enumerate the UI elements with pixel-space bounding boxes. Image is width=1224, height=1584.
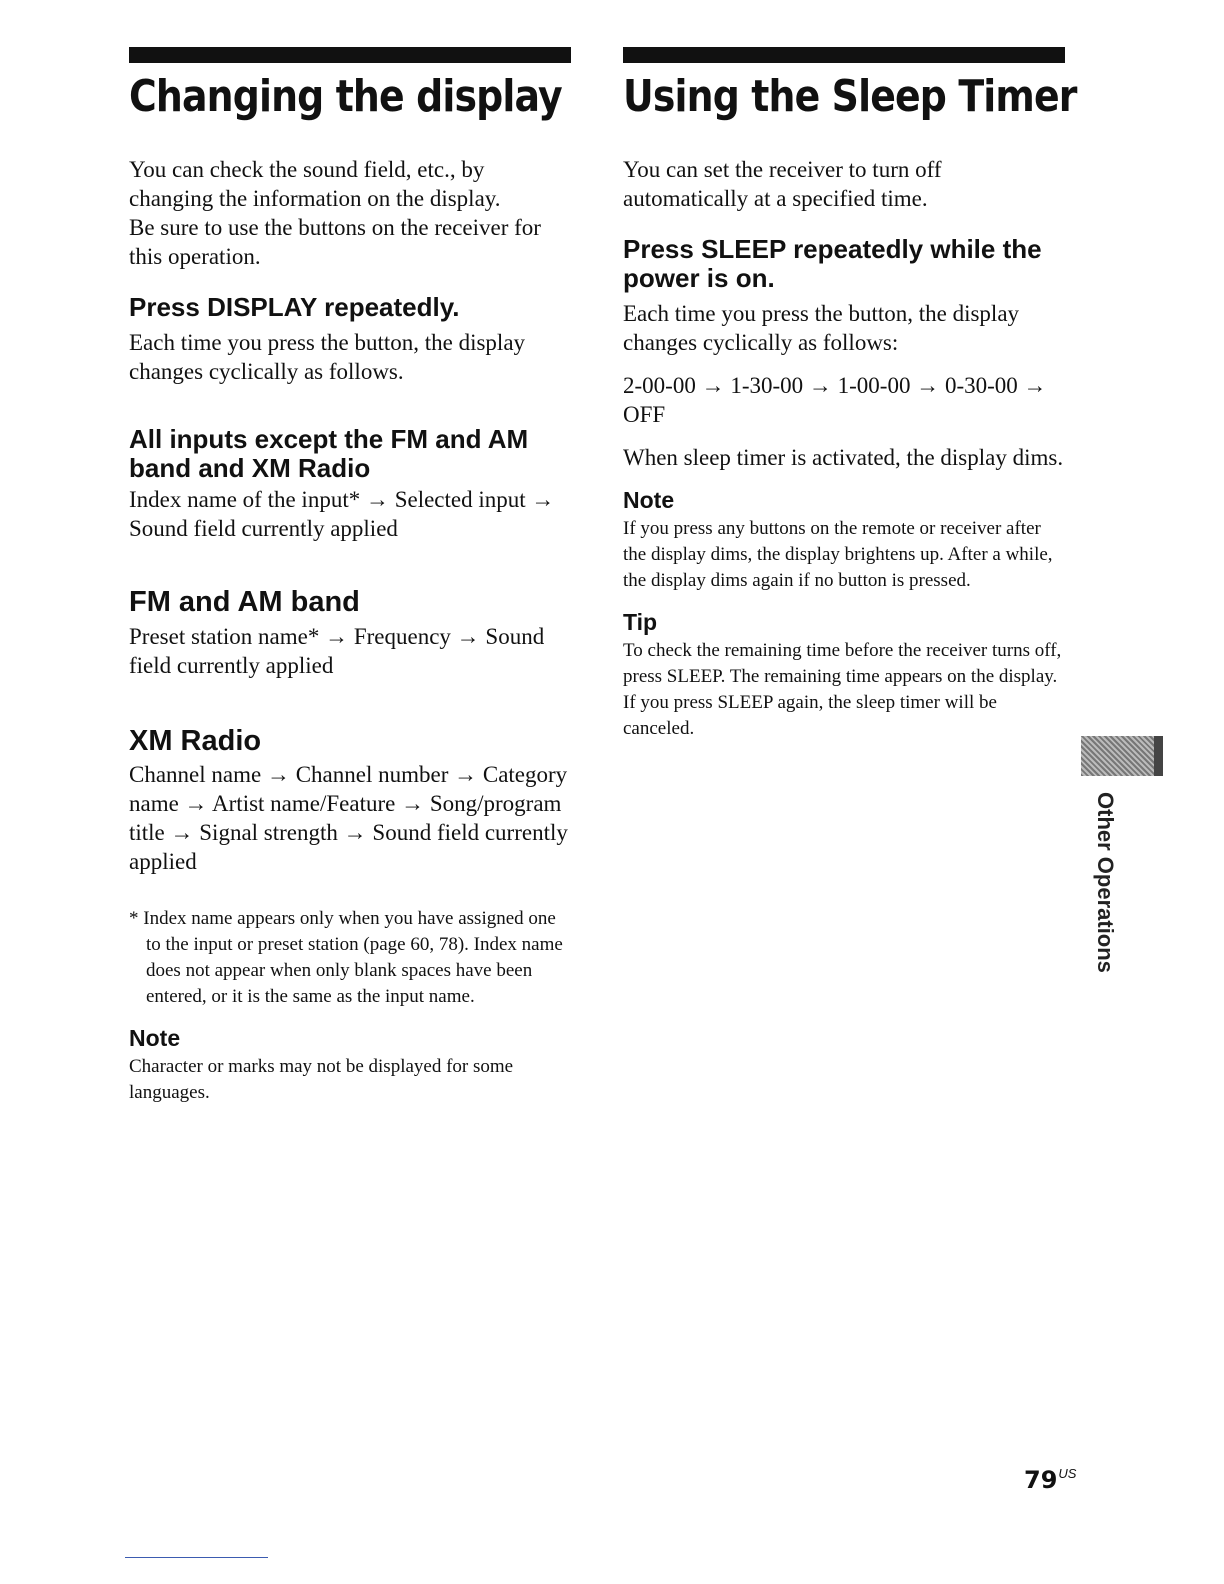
changing-display-section [129,47,571,1106]
subsection-body-xm-radio: Channel name → Channel number → Category name → Artist name/Feature → Song/program title → Signal strength → Sound field currently applied [129,762,568,874]
intro-paragraph-1: You can check the sound field, etc., by changing the information on the display. [129,157,501,211]
tip-body: To check the remaining time before the receiver turns off, press SLEEP. The remaining time appears on the display. If you press SLEEP again, the sleep timer will be canceled. [623,640,1062,739]
chapter-side-label: Other Operations [1093,792,1118,973]
chapter-tab-marker [1081,736,1163,776]
subsection-heading-xm-radio: XM Radio [129,725,262,757]
intro-text [129,155,571,271]
step-body: Each time you press the button, the display changes cyclically as follows: [623,301,1020,355]
sleep-sequence: 2-00-00 → 1-30-00 → 1-00-00 → 0-30-00 → OFF [623,373,1047,427]
note-heading: Note [129,1025,181,1051]
note-body: If you press any buttons on the remote or receiver after the display dims, the display brightens up. After a while, the display dims again if no button is pressed. [623,518,1053,591]
note-body: Character or marks may not be displayed for some languages. [129,1056,514,1103]
page-number-suffix: US [1058,1466,1077,1481]
subsection-body-fm-am: Preset station name* → Frequency → Sound field currently applied [129,624,545,678]
step-heading: Press DISPLAY repeatedly. [129,292,460,322]
section-title: Changing the display [129,71,562,122]
dims-text: When sleep timer is activated, the display dims. [623,445,1064,470]
sleep-timer-section [623,47,1077,742]
step-heading: Press SLEEP repeatedly while the power is on. [623,234,1042,293]
tip-heading: Tip [623,609,658,635]
note-heading: Note [623,487,675,513]
subsection-body-all-inputs: Index name of the input* → Selected input → Sound field currently applied [129,487,555,541]
section-rule [623,47,1065,63]
step-body: Each time you press the button, the display changes cyclically as follows. [129,330,526,384]
intro-text: You can set the receiver to turn off automatically at a specified time. [623,157,942,211]
page-number [1024,1466,1076,1494]
intro-paragraph-2: Be sure to use the buttons on the receiver for this operation. [129,215,541,269]
section-rule [129,47,571,63]
bottom-divider [125,1557,268,1558]
footnote: * Index name appears only when you have assigned one to the input or preset station (page 60, 78). Index name does not appear when only blank spaces have been entered, or it is the same as the input name. [129,908,563,1007]
section-title: Using the Sleep Timer [623,71,1077,122]
page-number-value: 79 [1024,1466,1058,1494]
subsection-heading-fm-am: FM and AM band [129,586,360,618]
subsection-heading-all-inputs: All inputs except the FM and AM band and XM Radio [129,424,529,483]
